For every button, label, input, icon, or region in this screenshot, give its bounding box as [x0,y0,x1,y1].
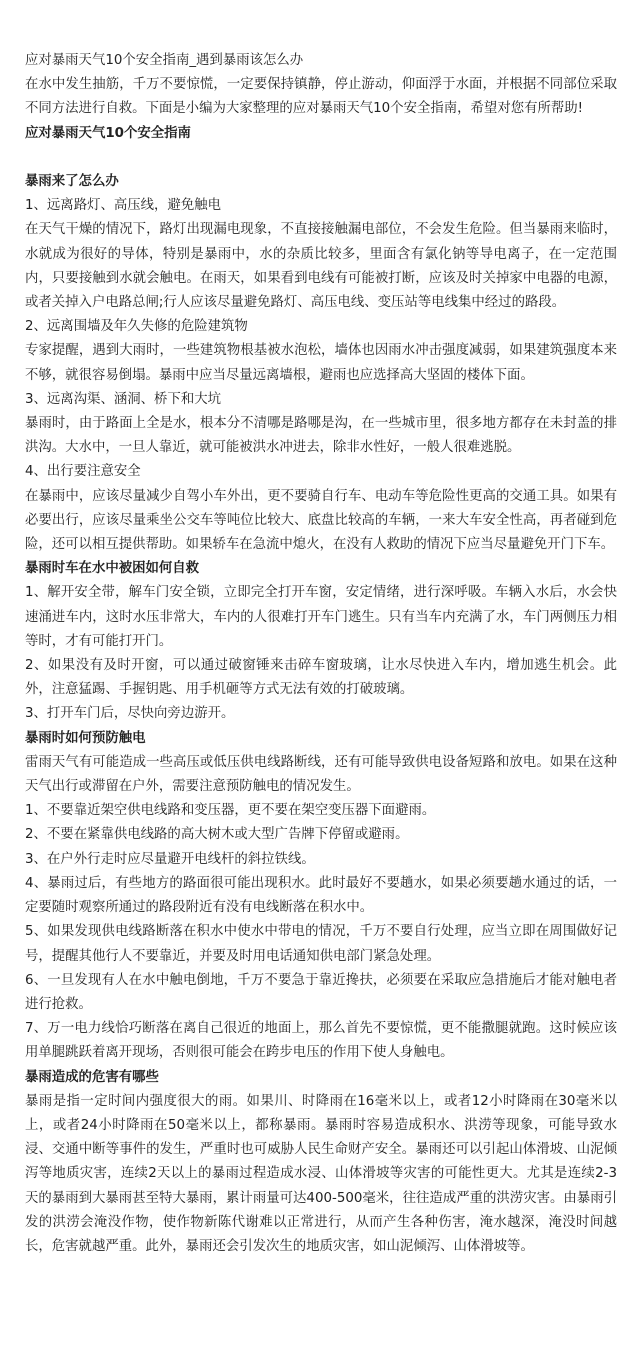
article-body [25,49,617,1259]
paragraph: 6、一旦发现有人在水中触电倒地，千万不要急于靠近搀扶，必须要在采取应急措施后才能对触电者进行抢救。 [25,972,617,1012]
section-heading: 暴雨时如何预防触电 [25,730,146,746]
paragraph: 5、如果发现供电线路断落在积水中使水中带电的情况，千万不要自行处理，应当立即在周围做好记号，提醒其他行人不要靠近，并要及时用电话通知供电部门紧急处理。 [25,924,617,964]
main-heading: 应对暴雨天气10个安全指南 [25,125,191,141]
section-car-trapped-self-rescue [25,557,617,726]
paragraph: 3、在户外行走时应尽量避开电线杆的斜拉铁线。 [25,851,315,867]
paragraph: 7、万一电力线恰巧断落在离自己很近的地面上，那么首先不要惊慌，更不能撒腿就跑。这时候应该用单腿跳跃着离开现场，否则很可能会在跨步电压的作用下使人身触电。 [25,1021,617,1061]
paragraph: 4、暴雨过后，有些地方的路面很可能出现积水。此时最好不要趟水，如果必须要趟水通过的话，一定要随时观察所通过的路段附近有没有电线断落在积水中。 [25,875,617,916]
paragraph: 1、远离路灯、高压线，避免触电 [25,198,221,214]
paragraph: 在暴雨中，应该尽量减少自驾小车外出，更不要骑自行车、电动车等危险性更高的交通工具。如果有必要出行，应该尽量乘坐公交车等吨位比较大、底盘比较高的车辆，一来大车安全性高，再者碰到危险，还可以相互提供帮助。如果轿车在急流中熄火，在没有人救助的情况下应当尽量避免开门下车。 [25,488,617,553]
paragraph: 专家提醒，遇到大雨时，一些建筑物根基被水泡松，墙体也因雨水冲击强度减弱，如果建筑强度本来不够，就很容易倒塌。暴雨中应当尽量远离墙根，避雨也应选择高大坚固的楼体下面。 [25,343,617,383]
section-prevent-electric-shock [25,727,617,1066]
section-heavy-rain-what-to-do [25,170,617,557]
paragraph: 2、如果没有及时开窗，可以通过破窗锤来击碎车窗玻璃，让水尽快进入车内，增加逃生机会。此外，注意猛踢、手握钥匙、用手机砸等方式无法有效的打破玻璃。 [25,658,617,698]
paragraph: 雷雨天气有可能造成一些高压或低压供电线路断线，还有可能导致供电设备短路和放电。如果在这种天气出行或滞留在户外，需要注意预防触电的情况发生。 [25,754,617,795]
article-intro: 在水中发生抽筋，千万不要惊慌，一定要保持镇静，停止游动，仰面浮于水面，并根据不同部位采取不同方法进行自救。下面是小编为大家整理的应对暴雨天气10个安全指南，希望对您有所帮助! [25,77,617,117]
paragraph: 在天气干燥的情况下，路灯出现漏电现象，不直接接触漏电部位，不会发生危险。但当暴雨来临时，水就成为很好的导体，特别是暴雨中，水的杂质比较多，里面含有氯化钠等导电离子，在一定范围内，只要接触到水就会触电。在雨天，如果看到电线有可能被打断，应该及时关掉家中电器的电源，或者关掉入户电路总闸;行人应该尽量避免路灯、高压电线、变压站等电线集中经过的路段。 [25,222,617,311]
paragraph: 4、出行要注意安全 [25,464,141,480]
section-heavy-rain-hazards [25,1066,617,1260]
paragraph: 暴雨时，由于路面上全是水，根本分不清哪是路哪是沟，在一些城市里，很多地方都存在未封盖的排洪沟。大水中，一旦人靠近，就可能被洪水冲进去，除非水性好，一般人很难逃脱。 [25,416,617,456]
section-heading: 暴雨造成的危害有哪些 [25,1069,159,1085]
paragraph: 3、打开车门后，尽快向旁边游开。 [25,706,235,722]
paragraph: 3、远离沟渠、涵洞、桥下和大坑 [25,391,221,407]
paragraph: 1、不要靠近架空供电线路和变压器，更不要在架空变压器下面避雨。 [25,803,436,819]
paragraph: 暴雨是指一定时间内强度很大的雨。如果川、时降雨在16毫米以上，或者12小时降雨在30毫米以上，或者24小时降雨在50毫米以上，都称暴雨。暴雨时容易造成积水、洪涝等现象，可能导致水浸、交通中断等事件的发生，严重时也可威胁人民生命财产安全。暴雨还可以引起山体滑坡、山泥倾泻等地质灾害，连续2天以上的暴雨过程造成水浸、山体滑坡等灾害的可能性更大。尤其是连续2-3天的暴雨到大暴雨甚至特大暴雨，累计雨量可达400-500毫米，往往造成严重的洪涝灾害。由暴雨引发的洪涝会淹没作物，使作物新陈代谢难以正常进行，从而产生各种伤害，淹水越深，淹没时间越长，危害就越严重。此外，暴雨还会引发次生的地质灾害，如山泥倾泻、山体滑坡等。 [25,1093,617,1254]
section-heading: 暴雨时车在水中被困如何自救 [25,561,200,577]
section-heading: 暴雨来了怎么办 [25,174,119,189]
paragraph: 1、解开安全带，解车门安全锁，立即完全打开车窗，安定情绪，进行深呼吸。车辆入水后，水会快速涌进车内，这时水压非常大，车内的人很难打开车门逃生。只有当车内充满了水，车门两侧压力相等时，才有可能打开门。 [25,585,617,649]
article-title: 应对暴雨天气10个安全指南_遇到暴雨该怎么办 [25,53,304,68]
paragraph: 2、远离围墙及年久失修的危险建筑物 [25,319,248,335]
blank-line [25,146,617,170]
paragraph: 2、不要在紧靠供电线路的高大树木或大型广告牌下停留或避雨。 [25,827,409,843]
